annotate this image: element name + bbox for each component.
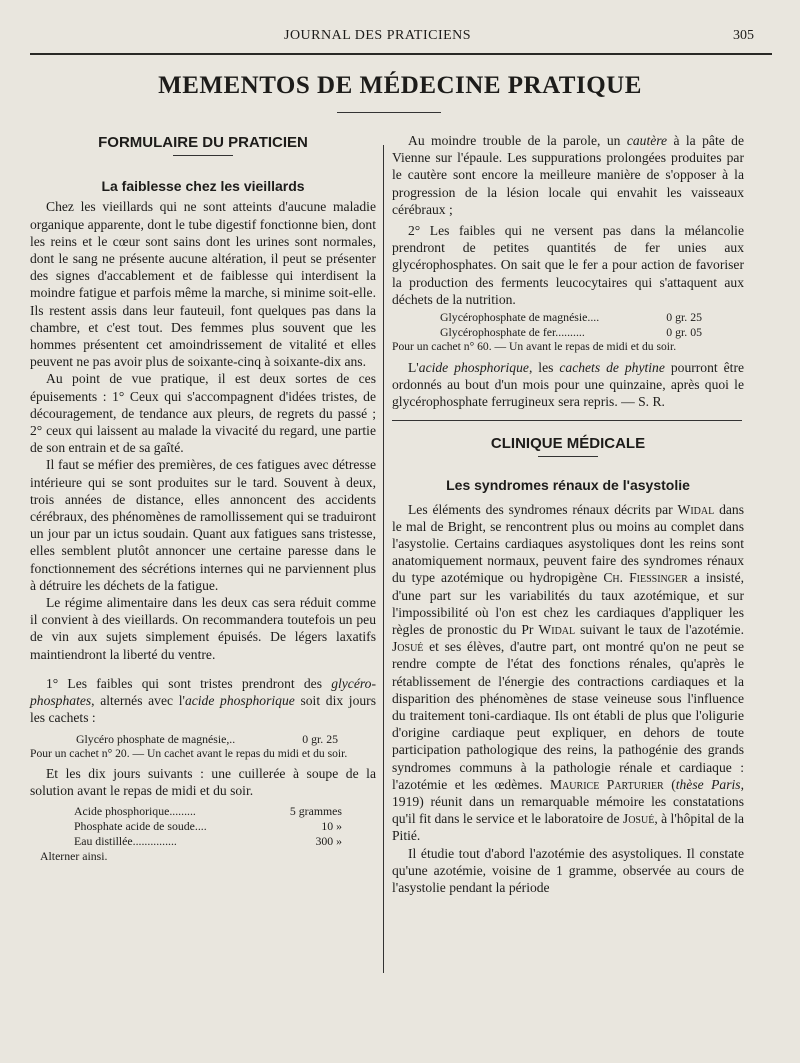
rx-quantity: 5 grammes bbox=[289, 804, 342, 819]
paragraph: Le régime alimentaire dans les deux cas sera réduit comme il convient à des vieillards. On recommandera toutefois un peu de vin aux sujets simplement épuisés. De légers laxatifs maintiendront la liberté du ventre. bbox=[30, 595, 376, 662]
section-rule bbox=[173, 155, 233, 156]
header-rule bbox=[30, 53, 772, 55]
prescription-note: Alterner ainsi. bbox=[40, 849, 108, 864]
paragraph: Il faut se méfier des premières, de ces fatigues avec détresse intérieure qui se sont produites sur le tard. Souvent à deux, trois années de distance, elles annoncent des accidents cérébraux, des phénomènes de ramollissement qui se traduiront un jour par un ictus soudain. Quant aux fatigues sans tristesse, elles semblent plutôt annoncer une certaine paresse dans le fonctionnement des sécrétions internes qui ne parviennent plus à détruire les déchets de la fatigue. bbox=[30, 457, 376, 593]
prescription bbox=[74, 804, 342, 849]
prescription bbox=[440, 310, 702, 340]
section-heading-formulaire: FORMULAIRE DU PRATICIEN bbox=[98, 134, 308, 151]
paragraph: Chez les vieillards qui ne sont atteints d'aucune maladie organique apparente, dont le tube digestif fonctionne bien, dont les reins et le cœur sont sains dont les urines sont normales, dont le sang ne présente aucune altération, il peut se présenter des signes d'accablement et de faiblesse qui interdisent la moindre fatigue et parfois même la marche, si minime soit-elle. Ils restent assis dans leur fauteuil, font quelques pas dans la chambre, et c'est tout. Des femmes plus souvent que les hommes présentent cet amoindrissement de vitalité et elles peuvent ne pas avoir plus de soixante-cinq à soixante-dix ans. bbox=[30, 199, 376, 370]
article-title-syndromes: Les syndromes rénaux de l'asystolie bbox=[446, 477, 690, 494]
right-column bbox=[392, 132, 744, 896]
page-title: MEMENTOS DE MÉDECINE PRATIQUE bbox=[158, 72, 642, 99]
section-separator bbox=[392, 420, 742, 421]
section-rule bbox=[538, 456, 598, 457]
paragraph: Il étudie tout d'abord l'azotémie des asystoliques. Il constate qu'une azotémie, voisine de 1 gramme, observée au cours de l'asystolie pendant la période bbox=[392, 845, 744, 896]
rx-quantity: 0 gr. 25 bbox=[302, 731, 338, 746]
article-title-faiblesse: La faiblesse chez les vieillards bbox=[101, 178, 305, 195]
page-header bbox=[0, 22, 800, 52]
rx-quantity: 0 gr. 25 bbox=[666, 310, 702, 325]
paragraph: Les éléments des syndromes rénaux décrits par Widal dans le mal de Bright, se rencontrent plus ou moins au complet dans l'asystolie. Certains cardiaques asystoliques dont les reins sont anatomiquement normaux, peuvent faire des syndromes rénaux du type azotémique ou hydropigène Ch. Fiessinger a insisté, d'une part sur les variabilités du taux azotémique, et sur l'impossibilité où l'on est chez les cardiaques d'appliquer les règles de pronostic du Pr Widal suivant le taux de l'azotémie. Josué et ses élèves, d'autre part, ont montré qu'on ne peut se rendre compte de l'état des fonctions rénales, qu'après le rétablissement de l'énergie des contractions cardiaques et la disparition des phénomènes de stase veineuse sous l'influence du traitement toni-cardiaque. Ils ont établi de plus que l'oligurie d'origine cardiaque peut expliquer, en dehors de toute participation pathologique des reins, la pathogénie des grands syndromes communs à la pathologie rénale et cardiaque : l'azotémie et les œdèmes. Maurice Parturier (thèse Paris, 1919) réunit dans un remarquable mémoire les constatations qu'il fit dans le service et le laboratoire de Josué, à l'hôpital de la Pitié. bbox=[392, 501, 745, 844]
journal-name: JOURNAL DES PRATICIENS bbox=[284, 28, 472, 43]
rx-ingredient: Glycérophosphate de magnésie.... bbox=[440, 310, 600, 325]
rx-ingredient: Glycérophosphate de fer.......... bbox=[440, 325, 585, 340]
paragraph: Et les dix jours suivants : une cuillerée à soupe de la solution avant le repas de midi et du soir. bbox=[30, 766, 376, 799]
prescription-note: Pour un cachet n° 20. — Un cachet avant le repas du midi et du soir. bbox=[30, 746, 348, 760]
paragraph: 1° Les faibles qui sont tristes prendront des glycéro-phosphates, alternés avec l'acide phosphorique soit dix jours les cachets : bbox=[30, 675, 376, 726]
left-column bbox=[30, 134, 376, 864]
rx-ingredient: Eau distillée............... bbox=[74, 834, 177, 849]
rx-ingredient: Glycéro phosphate de magnésie,.. bbox=[76, 731, 236, 746]
section-heading-clinique: CLINIQUE MÉDICALE bbox=[490, 435, 646, 453]
paragraph: Au moindre trouble de la parole, un cautère à la pâte de Vienne sur l'épaule. Les suppurations prolongées produites par le cautère sont encore la meilleure manière de s'opposer à la progression de la lésion locale qui envahit les vaisseaux cérébraux ; bbox=[392, 133, 744, 217]
rx-ingredient: Acide phosphorique......... bbox=[74, 804, 196, 819]
rx-quantity: 300 » bbox=[315, 834, 342, 849]
prescription-note: Pour un cachet n° 60. — Un avant le repas de midi et du soir. bbox=[392, 340, 677, 354]
paragraph: 2° Les faibles qui ne versent pas dans la mélancolie prendront de petites quantités de fer unies aux glycérophosphates. On sait que le fer a pour action de favoriser la production des ferments leucocytaires qui s'attaquent aux déchets de la nutrition. bbox=[392, 223, 744, 307]
prescription bbox=[76, 732, 338, 747]
rx-quantity: 10 » bbox=[321, 819, 342, 834]
page-number: 305 bbox=[733, 28, 754, 43]
column-divider bbox=[383, 145, 384, 973]
rx-quantity: 0 gr. 05 bbox=[666, 325, 702, 340]
paragraph: Au point de vue pratique, il est deux sortes de ces épuisements : 1° Ceux qui s'accompagnent d'idées tristes, de découragement, de tendance aux pleurs, de regrets du passé ; 2° ceux qui laissent au malade la vivacité du regard, une partie de son entrain et de sa gaîté. bbox=[30, 371, 376, 456]
rx-ingredient: Phosphate acide de soude.... bbox=[74, 819, 207, 834]
paragraph: L'acide phosphorique, les cachets de phytine pourront être ordonnés au bout d'un mois pour une quinzaine, après quoi le glycérophosphate ferrugineux sera repris. — S. R. bbox=[392, 359, 744, 409]
title-rule bbox=[337, 112, 441, 113]
